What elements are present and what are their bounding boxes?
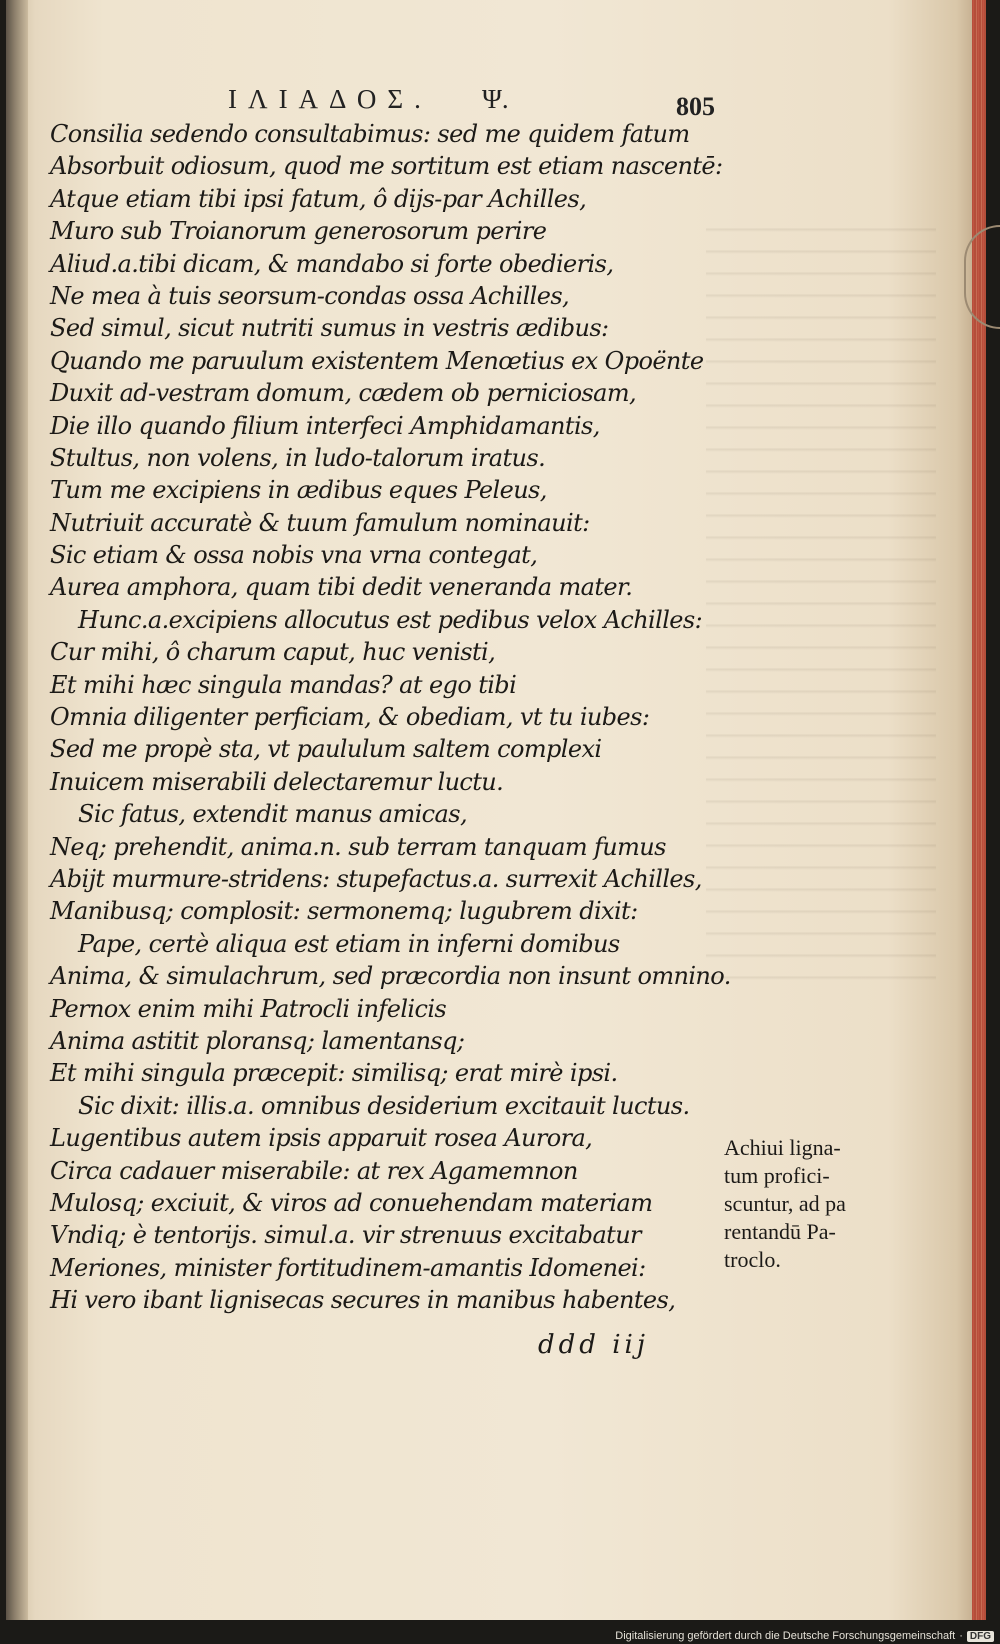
signature-mark: ddd iij [538,1330,649,1360]
text-line: Hunc.a.excipiens allocutus est pedibus velox Achilles: [78,605,703,634]
book-letter: Ψ. [482,84,509,114]
text-line: Et mihi singula præcepit: similisq; erat mirè ipsi. [50,1059,618,1088]
text-line: Aliud.a.tibi dicam, & mandabo si forte obedieris, [50,249,614,278]
text-line: Atque etiam tibi ipsi fatum, ô dijs-par Achilles, [50,184,587,213]
text-line: Neq; prehendit, anima.n. sub terram tanquam fumus [50,832,666,861]
text-line: Tum me excipiens in ædibus eques Peleus, [50,476,547,505]
text-line: Abijt murmure-stridens: stupefactus.a. surrexit Achilles, [50,864,702,893]
text-line: Nutriuit accuratè & tuum famulum nominauit: [50,508,590,537]
margin-note-line: troclo. [724,1247,781,1272]
text-line: Omnia diligenter perficiam, & obediam, vt tu iubes: [50,703,650,732]
text-line: Circa cadauer miserabile: at rex Agamemnon [50,1156,578,1185]
text-line: Sed me propè sta, vt paululum saltem complexi [50,735,602,764]
ink-show-through [706,210,936,990]
footer-text: Digitalisierung gefördert durch die Deutsche Forschungsgemeinschaft [615,1630,956,1642]
page-number: 805 [676,92,715,121]
margin-note-line: rentandū Pa- [724,1219,836,1244]
dfg-logo: DFG [967,1631,994,1642]
text-line: Manibusq; complosit: sermonemq; lugubrem dixit: [50,897,638,926]
text-line: Aurea amphora, quam tibi dedit veneranda mater. [50,573,633,602]
text-line: Ne mea à tuis seorsum-condas ossa Achilles, [50,281,570,310]
text-line: Sic etiam & ossa nobis vna vrna contegat, [50,541,538,570]
text-line: Sed simul, sicut nutriti sumus in vestris ædibus: [50,314,609,343]
text-line: Anima, & simulachrum, sed præcordia non insunt omnino. [50,962,731,991]
book-page [6,0,986,1620]
text-line: Pape, certè aliqua est etiam in inferni domibus [78,929,620,958]
margin-note [724,1134,894,1274]
page-gutter [6,0,28,1620]
text-line: Stultus, non volens, in ludo-talorum iratus. [50,443,546,472]
text-line: Et mihi hæc singula mandas? at ego tibi [50,670,517,699]
running-title: ΙΛΙΑΔΟΣ. [228,84,432,114]
margin-note-line: Achiui ligna- [724,1135,841,1160]
digitization-footer: Digitalisierung gefördert durch die Deutsche Forschungsgemeinschaft · DFG [615,1630,994,1642]
text-line: Anima astitit ploransq; lamentansq; [50,1026,465,1055]
text-line: Cur mihi, ô charum caput, huc venisti, [50,638,496,667]
text-line: Mulosq; exciuit, & viros ad conuehendam materiam [50,1188,653,1217]
clasp-mark [964,225,1000,329]
text-line: Sic fatus, extendit manus amicas, [78,800,467,829]
verse-text [50,118,730,1316]
margin-note-line: tum profici- [724,1163,830,1188]
text-line: Absorbuit odiosum, quod me sortitum est etiam nascentē: [50,152,723,181]
text-line: Muro sub Troianorum generosorum perire [50,217,547,246]
text-line: Consilia sedendo consultabimus: sed me quidem fatum [50,120,690,148]
text-line: Die illo quando filium interfeci Amphidamantis, [50,411,600,440]
text-line: Meriones, minister fortitudinem-amantis Idomenei: [50,1253,646,1282]
text-line: Inuicem miserabili delectaremur luctu. [50,767,504,796]
text-line: Hi vero ibant lignisecas secures in manibus habentes, [50,1286,676,1315]
text-line: Sic dixit: illis.a. omnibus desiderium excitauit luctus. [78,1091,690,1120]
text-line: Duxit ad-vestram domum, cædem ob perniciosam, [50,379,637,408]
text-line: Lugentibus autem ipsis apparuit rosea Aurora, [50,1124,593,1153]
margin-note-line: scuntur, ad pa [724,1191,846,1216]
text-line: Quando me paruulum existentem Menœtius ex Opoënte [50,346,704,375]
text-line: Vndiq; è tentorijs. simul.a. vir strenuus excitabatur [50,1221,641,1250]
text-line: Pernox enim mihi Patrocli infelicis [50,994,447,1023]
